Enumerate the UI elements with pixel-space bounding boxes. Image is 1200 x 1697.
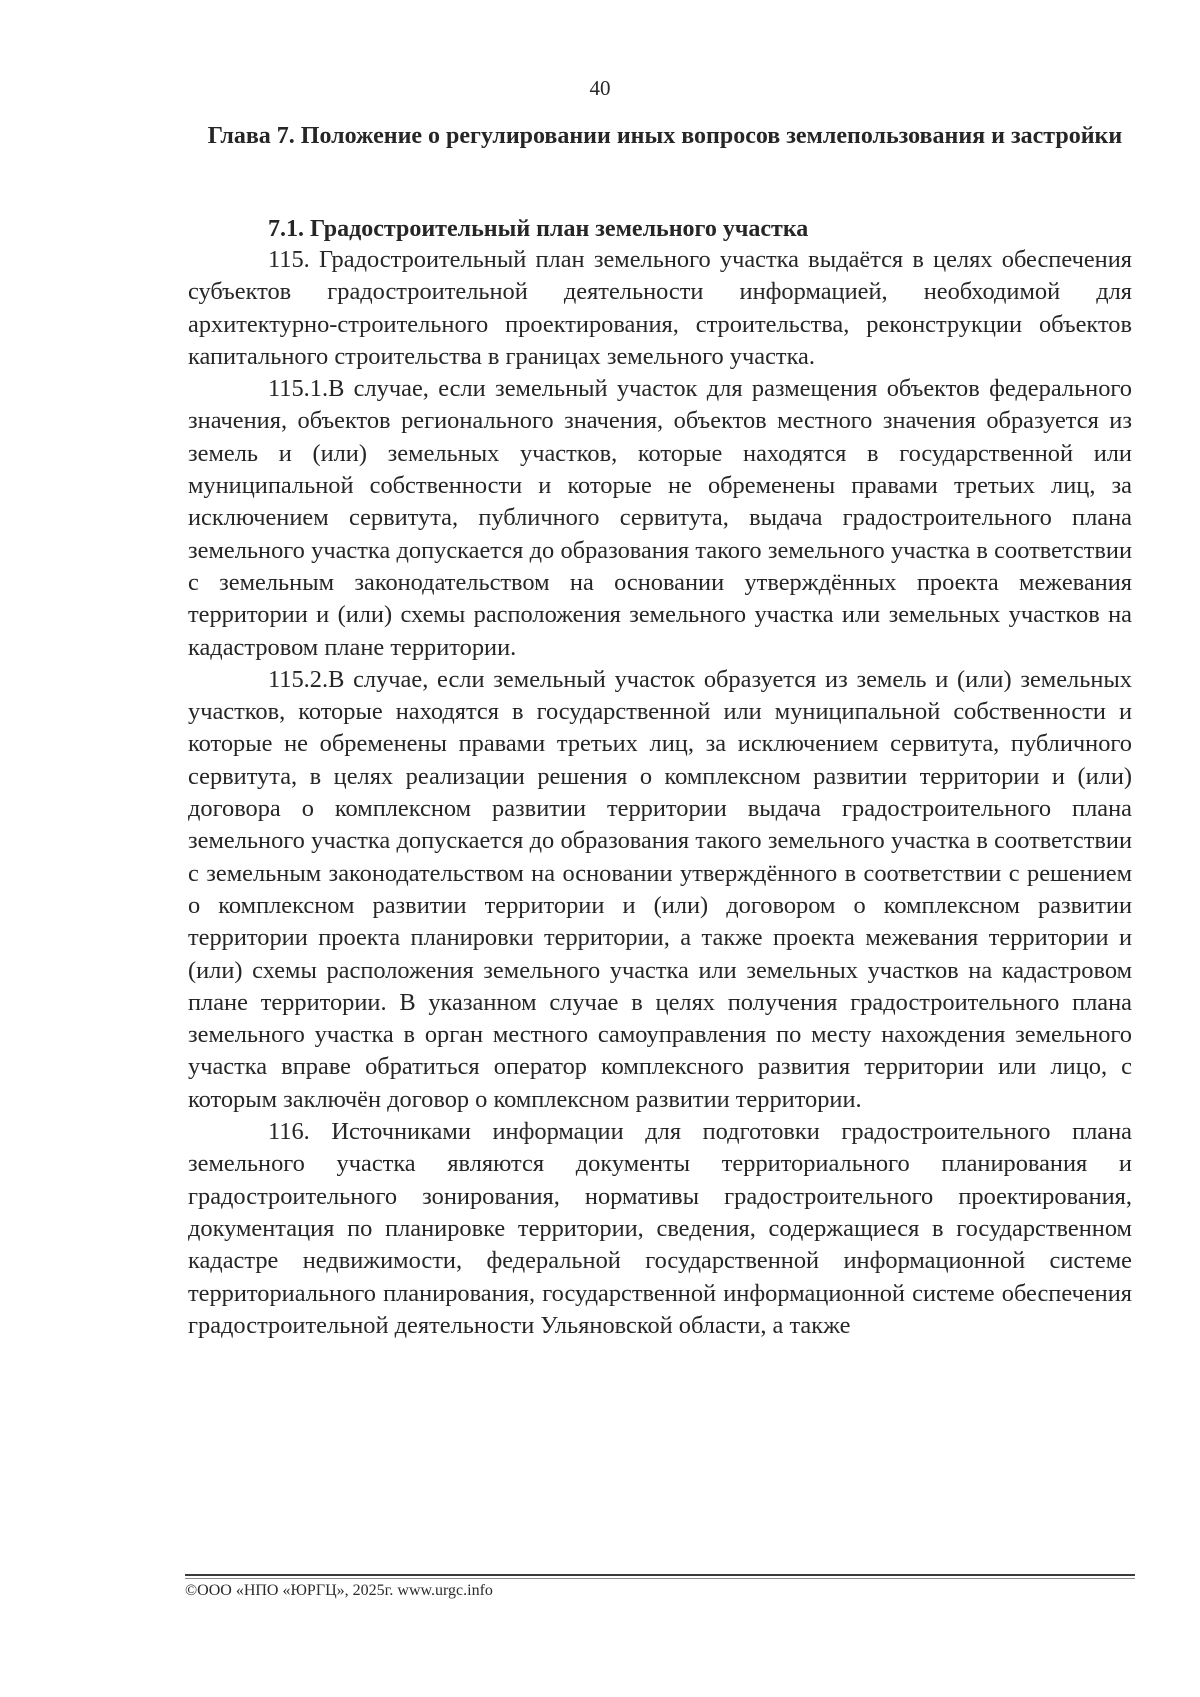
section-title: 7.1. Градостроительный план земельного участка — [268, 216, 809, 242]
footer-divider — [185, 1574, 1135, 1576]
paragraph-115-1: 115.1.В случае, если земельный участок для размещения объектов федерального значения, объектов регионального значения, объектов местного значения образуется из земель и (или) земельных участков, которые находятся в государственной или муниципальной собственности и которые не обременены правами третьих лиц, за исключением сервитута, публичного сервитута, выдача градостроительного плана земельного участка допускается до образования такого земельного участка в соответствии с земельным законодательством на основании утверждённых проекта межевания территории и (или) схемы расположения земельного участка или земельных участков на кадастровом плане территории. — [188, 375, 1132, 661]
paragraph-115-2: 115.2.В случае, если земельный участок образуется из земель и (или) земельных участков, которые находятся в государственной или муниципальной собственности и которые не обременены правами третьих лиц, за исключением сервитута, публичного сервитута, в целях реализации решения о комплексном развитии территории и (или) договора о комплексном развитии территории выдача градостроительного плана земельного участка допускается до образования такого земельного участка в соответствии с земельным законодательством на основании утверждённого в соответствии с решением о комплексном развитии территории и (или) договором о комплексном развитии территории проекта планировки территории, а также проекта межевания территории и (или) схемы расположения земельного участка или земельных участков на кадастровом плане территории. В указанном случае в целях получения градостроительного плана земельного участка в орган местного самоуправления по месту нахождения земельного участка вправе обратиться оператор комплексного развития территории или лицо, с которым заключён договор о комплексном развитии территории. — [188, 665, 1132, 1113]
paragraph-115: 115. Градостроительный план земельного участка выдаётся в целях обеспечения субъектов градостроительной деятельности информацией, необходимой для архитектурно-строительного проектирования, строительства, реконструкции объектов капитального строительства в границах земельного участка. — [188, 246, 1132, 370]
page-number: 40 — [589, 76, 611, 100]
chapter-title: Глава 7. Положение о регулировании иных вопросов землепользования и застройки — [207, 123, 1123, 149]
paragraph-116: 116. Источниками информации для подготовки градостроительного плана земельного участка являются документы территориального планирования и градостроительного зонирования, нормативы градостроительного проектирования, документация по планировке территории, сведения, содержащиеся в государственном кадастре недвижимости, федеральной государственной информационной системе территориального планирования, государственной информационной системе обеспечения градостроительной деятельности Ульяновской области, а также — [188, 1118, 1132, 1339]
footer-copyright: ©ООО «НПО «ЮРГЦ», 2025г. www.urgc.info — [185, 1582, 493, 1599]
footer-divider-thin — [185, 1578, 1135, 1579]
body-text — [188, 244, 1132, 1342]
